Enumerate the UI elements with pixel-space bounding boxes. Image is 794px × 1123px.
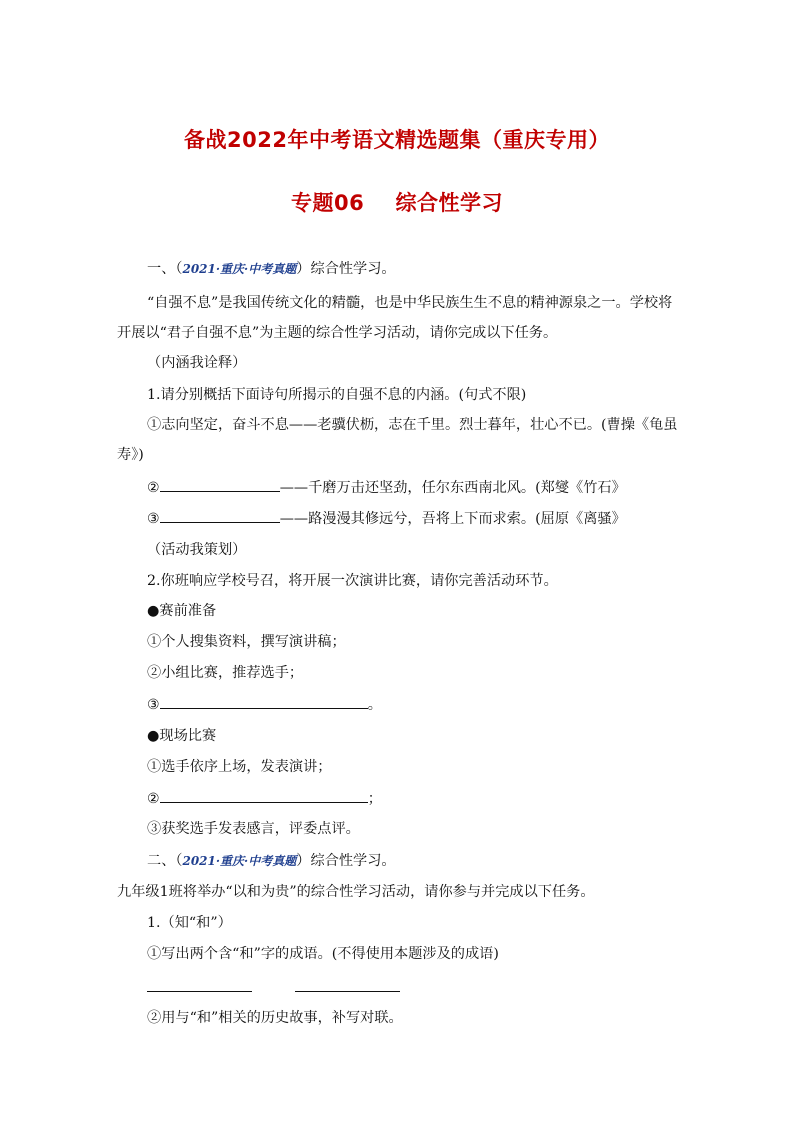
q1-item-1-line-b: 寿》) xyxy=(117,447,144,463)
answer-blank-3[interactable] xyxy=(160,508,280,523)
bullet-prep: ●赛前准备 xyxy=(147,603,217,619)
prep-step-1: ①个人搜集资料，撰写演讲稿； xyxy=(147,634,346,650)
prep-step-2: ②小组比赛，推荐选手； xyxy=(147,665,304,681)
prep-step-3: ③ 。 xyxy=(147,694,382,715)
q2-heading: 二、（2021·重庆·中考真题）综合性学习。 xyxy=(147,853,396,869)
q1-number: 一、 xyxy=(147,261,176,277)
live-step-1: ①选手依序上场，发表演讲； xyxy=(147,759,332,775)
answer-blank-idiom-1[interactable] xyxy=(147,991,252,992)
q1-task-2: 2.你班响应学校号召，将开展一次演讲比赛，请你完善活动环节。 xyxy=(147,573,558,589)
document-title: 备战2022年中考语文精选题集（重庆专用） xyxy=(184,128,610,152)
q2-task-1: 1.（知“和”） xyxy=(147,915,232,931)
answer-blank-live-2[interactable] xyxy=(160,788,368,803)
q1-section-a: （内涵我诠释） xyxy=(147,355,247,371)
q1-item-1-line-a: ①志向坚定，奋斗不息——老骥伏枥，志在千里。烈士暮年，壮心不已。(曹操《龟虽 xyxy=(147,417,678,433)
live-step-2: ② ； xyxy=(147,788,382,809)
q1-source-tag: 2021·重庆·中考真题 xyxy=(182,262,297,276)
answer-blank-idiom-2[interactable] xyxy=(295,991,400,992)
q1-item-2: ② ——千磨万击还坚劲，任尔东西南北风。(郑燮《竹石》 xyxy=(147,477,626,498)
q2-item-1: ①写出两个含“和”字的成语。(不得使用本题涉及的成语) xyxy=(147,946,499,962)
q1-type: 综合性学习。 xyxy=(310,261,396,277)
q2-type: 综合性学习。 xyxy=(310,853,396,869)
q2-intro: 九年级1班将举办“以和为贵”的综合性学习活动，请你参与并完成以下任务。 xyxy=(117,884,595,900)
answer-blank-2[interactable] xyxy=(160,477,280,492)
q2-item-2: ②用与“和”相关的历史故事，补写对联。 xyxy=(147,1010,403,1026)
q1-section-b: （活动我策划） xyxy=(147,542,247,558)
q1-item-3: ③ ——路漫漫其修远兮，吾将上下而求索。(屈原《离骚》 xyxy=(147,508,626,529)
q1-task-1: 1.请分别概括下面诗句所揭示的自强不息的内涵。(句式不限) xyxy=(147,387,527,403)
document-subtitle: 专题06 综合性学习 xyxy=(291,191,503,215)
q2-number: 二、 xyxy=(147,853,176,869)
q1-intro-line-2: 开展以“君子自强不息”为主题的综合性学习活动，请你完成以下任务。 xyxy=(117,325,558,341)
q1-intro-line-1: “自强不息”是我国传统文化的精髓，也是中华民族生生不息的精神源泉之一。学校将 xyxy=(147,295,673,311)
bullet-live: ●现场比赛 xyxy=(147,728,217,744)
q2-source-tag: 2021·重庆·中考真题 xyxy=(182,854,297,868)
live-step-3: ③获奖选手发表感言，评委点评。 xyxy=(147,821,360,837)
answer-blank-prep-3[interactable] xyxy=(160,694,368,709)
q1-heading: 一、（2021·重庆·中考真题）综合性学习。 xyxy=(147,261,396,277)
